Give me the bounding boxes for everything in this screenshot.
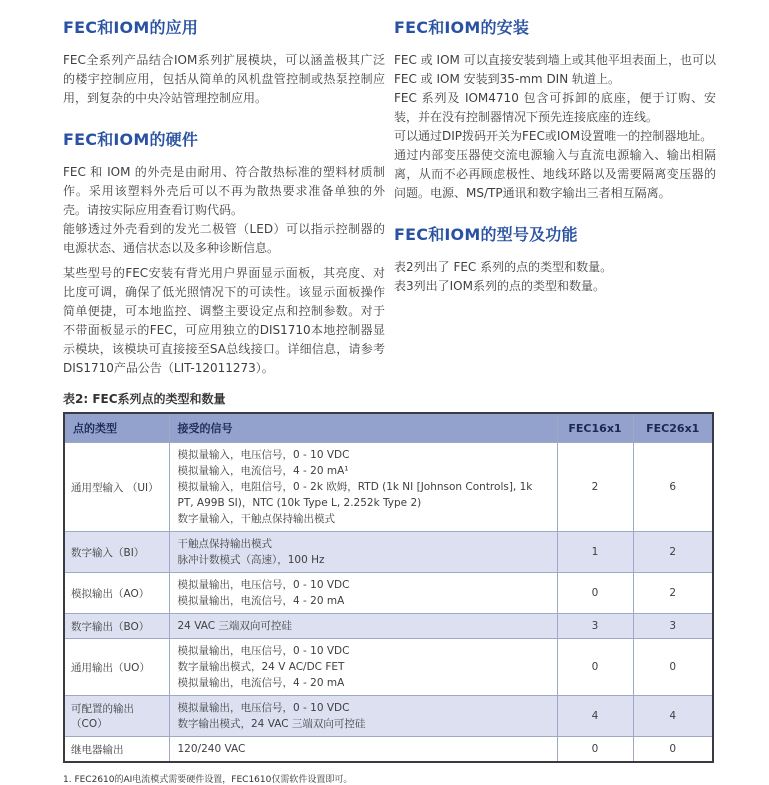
fec-points-table <box>63 412 714 763</box>
signal-line: 120/240 VAC <box>177 743 246 755</box>
fec26x1-count: 6 <box>633 443 713 532</box>
signal-cell <box>169 532 557 573</box>
signal-cell <box>169 573 557 614</box>
point-type-cell: 可配置的输出 （CO） <box>64 696 169 737</box>
table-row-bo <box>64 614 713 639</box>
signal-line: 模拟量输出，电流信号，4 - 20 mA <box>177 677 345 689</box>
paragraph-models-1: 表2列出了 FEC 系列的点的类型和数量。 <box>394 260 613 274</box>
fec26x1-count: 0 <box>633 639 713 696</box>
paragraph-hardware-1: FEC 和 IOM 的外壳是由耐用、符合散热标准的塑料材质制作。采用该塑料外壳后可以不再为散热要求准备单独的外壳。请按实际应用查看订购代码。 <box>63 165 385 217</box>
signal-line: 数字输出模式，24 VAC 三端双向可控硅 <box>177 718 366 730</box>
signal-line: 脉冲计数模式（高速），100 Hz <box>177 554 325 566</box>
fec26x1-count: 2 <box>633 532 713 573</box>
fec16x1-count: 2 <box>557 443 633 532</box>
fec26x1-count: 2 <box>633 573 713 614</box>
paragraph-applications: FEC全系列产品结合IOM系列扩展模块，可以涵盖极其广泛的楼宇控制应用，包括从简单的风机盘管控制或热泵控制应用，到复杂的中央冷站管理控制应用。 <box>63 53 385 105</box>
point-type-cell: 模拟输出（AO） <box>64 573 169 614</box>
point-type-cell: 数字输出（BO） <box>64 614 169 639</box>
table-footnote: 1. FEC2610的AI电流模式需要硬件设置，FEC1610仅需软件设置即可。 <box>63 775 353 785</box>
point-type-cell: 数字输入（BI） <box>64 532 169 573</box>
signal-cell <box>169 443 557 532</box>
fec16x1-count: 0 <box>557 639 633 696</box>
point-type-cell: 继电器输出 <box>64 737 169 763</box>
paragraph-installation-4: 通过内部变压器使交流电源输入与直流电源输入、输出相隔离，从而不必再顾虑极性、地线环路以及需要隔离变压器的问题。电源、MS/TP通讯和数字输出三者相互隔离。 <box>394 148 716 200</box>
table-row-bi <box>64 532 713 573</box>
fec16x1-count: 0 <box>557 573 633 614</box>
signal-line: 模拟量输出，电流信号，4 - 20 mA <box>177 595 345 607</box>
paragraph-installation-2: FEC 系列及 IOM4710 包含可拆卸的底座，便于订购、安装，并在没有控制器情况下预先连接底座的连线。 <box>394 91 716 124</box>
fec26x1-count: 3 <box>633 614 713 639</box>
paragraph-installation-3: 可以通过DIP拨码开关为FEC或IOM设置唯一的控制器地址。 <box>394 129 713 143</box>
fec16x1-count: 0 <box>557 737 633 763</box>
signal-line: 模拟量输出，电压信号，0 - 10 VDC <box>177 579 350 591</box>
signal-cell <box>169 696 557 737</box>
signal-line: 模拟量输入，电流信号，4 - 20 mA¹ <box>177 465 349 477</box>
column-header-fec26x1: FEC26x1 <box>633 413 713 443</box>
table-row-ao <box>64 573 713 614</box>
paragraph-hardware-3: 某些型号的FEC安装有背光用户界面显示面板，其亮度、对比度可调，确保了低光照情况下的可读性。该显示面板操作简单便捷，可本地监控、调整主要设定点和控制参数。对于不带面板显示的FEC，可应用独立的DIS1710本地控制器显示模块，该模块可直接接至SA总线接口。详细信息，请参考DIS1710产品公告（LIT-12011273）。 <box>63 266 385 375</box>
signal-cell <box>169 614 557 639</box>
table-row-ui <box>64 443 713 532</box>
table-header-row <box>64 413 713 443</box>
section-heading-hardware: FEC和IOM的硬件 <box>63 130 199 149</box>
signal-line: 24 VAC 三端双向可控硅 <box>177 620 292 632</box>
section-heading-models: FEC和IOM的型号及功能 <box>394 225 578 244</box>
column-header-fec16x1: FEC16x1 <box>557 413 633 443</box>
fec26x1-count: 4 <box>633 696 713 737</box>
signal-line: 数字量输入，干触点保持输出模式 <box>177 513 335 525</box>
right-column <box>394 13 716 378</box>
signal-line: 模拟量输出，电压信号，0 - 10 VDC <box>177 645 350 657</box>
paragraph-hardware-2: 能够透过外壳看到的发光二极管（LED）可以指示控制器的电源状态、通信状态以及多种诊断信息。 <box>63 222 385 255</box>
table-row-relay <box>64 737 713 763</box>
table-row-uo <box>64 639 713 696</box>
two-column-layout <box>63 13 716 378</box>
paragraph-installation-1: FEC 或 IOM 可以直接安装到墙上或其他平坦表面上，也可以 FEC 或 IOM 安装到35-mm DIN 轨道上。 <box>394 53 716 86</box>
fec26x1-count: 0 <box>633 737 713 763</box>
fec-points-table-block <box>63 390 712 785</box>
signal-line: 干触点保持输出模式 <box>177 538 272 550</box>
section-heading-applications: FEC和IOM的应用 <box>63 18 199 37</box>
section-heading-installation: FEC和IOM的安装 <box>394 18 530 37</box>
point-type-cell: 通用输出（UO） <box>64 639 169 696</box>
fec16x1-count: 1 <box>557 532 633 573</box>
point-type-cell: 通用型输入 （UI） <box>64 443 169 532</box>
signal-line: 模拟量输入，电压信号，0 - 10 VDC <box>177 449 350 461</box>
table-caption: 表2: FEC系列点的类型和数量 <box>63 392 226 406</box>
column-header-signal: 接受的信号 <box>169 413 557 443</box>
signal-cell <box>169 737 557 763</box>
paragraph-models-2: 表3列出了IOM系列的点的类型和数量。 <box>394 279 605 293</box>
signal-cell <box>169 639 557 696</box>
signal-line: 模拟量输入，电阻信号，0 - 2k 欧姆，RTD (1k NI [Johnson Controls], 1k PT, A99B SI)，NTC (10k Type L, 2.252k Type 2) <box>177 481 533 509</box>
left-column <box>63 13 385 378</box>
table-row-co <box>64 696 713 737</box>
fec16x1-count: 4 <box>557 696 633 737</box>
signal-line: 数字量输出模式，24 V AC/DC FET <box>177 661 345 673</box>
signal-line: 模拟量输出，电压信号，0 - 10 VDC <box>177 702 350 714</box>
column-header-point-type: 点的类型 <box>64 413 169 443</box>
fec16x1-count: 3 <box>557 614 633 639</box>
